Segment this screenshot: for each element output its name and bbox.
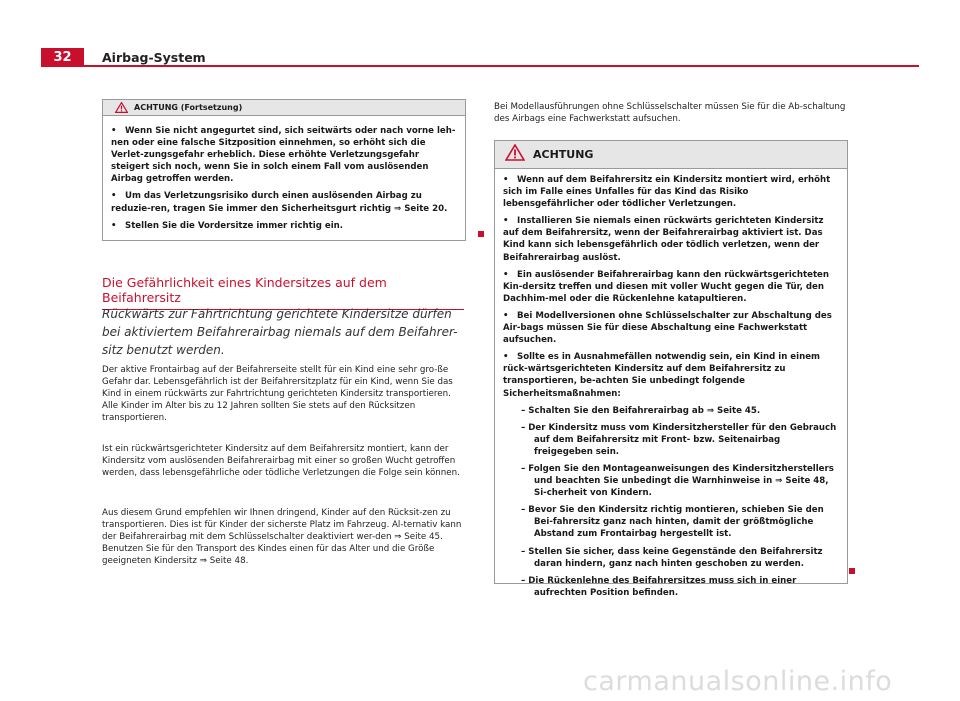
bullet-dot: • <box>111 126 117 136</box>
bullet-dot: • <box>111 220 117 231</box>
warning-dash-item: – Die Rückenlehne des Beifahrersitzes muss sich in einer aufrechten Position befinden. <box>521 575 797 598</box>
warning-bullet <box>111 220 457 232</box>
warning-box-title: ACHTUNG (Fortsetzung) <box>134 103 243 112</box>
bullet-dot: • <box>503 269 509 280</box>
bullet-dot: • <box>503 175 509 185</box>
warning-dash-text: Schalten Sie den Beifahrerairbag ab ⇒ Seite 45. <box>528 405 761 416</box>
warning-triangle-icon <box>115 98 128 117</box>
warning-triangle-icon <box>505 144 525 165</box>
warning-bullet-text: Bei Modellversionen ohne Schlüsselschalter zur Abschaltung des Air-bags müssen Sie für diese Abschaltung eine Fachwerkstatt aufsuchen. <box>503 310 832 346</box>
warning-bullet-text: Wenn Sie nicht angegurtet sind, sich seitwärts oder nach vorne leh-nen oder eine falsche Sitzposition einnehmen, so erhöht sich die Verlet-zungsgefahr erheblich. Diese erhöhte Verletzungsgefahr steigert sich noch, wenn Sie in solch einem Fall vom auslösenden Airbag getroffen werden. <box>111 126 456 185</box>
article-paragraph: Aus diesem Grund empfehlen wir Ihnen dringend, Kinder auf den Rücksit-zen zu transportieren. Dies ist für Kinder der sicherste Platz im Fahrzeug. Al-ternativ kann der Beifahrerairbag mit dem Schlüsselschalter deaktiviert wer-den ⇒ Seite 45. Benutzen Sie für den Transport des Kindes einen für das Alter und die Größe geeigneten Kindersitz ⇒ Seite 48. <box>102 508 462 567</box>
warning-bullet-text: Wenn auf dem Beifahrersitz ein Kindersitz montiert wird, erhöht sich im Falle eines Unfalles für das Kind das Risiko lebensgefährlicher oder tödlicher Verletzungen. <box>503 175 831 210</box>
warning-dash-item: – Schalten Sie den Beifahrerairbag ab ⇒ Seite 45. <box>521 405 761 416</box>
warning-bullet <box>503 351 841 399</box>
bullet-dot: • <box>503 216 509 227</box>
warning-bullet-text: Installieren Sie niemals einen rückwärts gerichteten Kindersitz auf dem Beifahrersitz, wenn der Beifahrerairbag aktiviert ist. Das Kind kann sich lebensgefährlich oder tödlich verletzen, wenn der Beifahrerairbag auslöst. <box>503 216 824 263</box>
article-paragraph-right: Bei Modellausführungen ohne Schlüsselschalter müssen Sie für die Ab-schaltung des Airbags eine Fachwerkstatt aufsuchen. <box>494 102 846 125</box>
article-paragraph: Der aktive Frontairbag auf der Beifahrerseite stellt für ein Kind eine sehr gro-ße Gefahr dar. Lebensgefährlich ist der Beifahrersitzplatz für ein Kind, wenn Sie das Kind in einem rückwärts zur Fahrtrichtung gerichteten Kindersitz transportieren. Alle Kinder im Alter bis zu 12 Jahren sollten Sie stets auf den Rücksitzen transportieren. <box>102 365 453 424</box>
warning-dash-text: Bevor Sie den Kindersitz richtig montieren, schieben Sie den Bei-fahrersitz ganz nach hinten, damit der größtmögliche Abstand zum Frontairbag hergestellt ist. <box>528 505 824 540</box>
end-square-marker <box>478 231 484 237</box>
warning-box <box>494 140 848 598</box>
warning-bullet <box>503 215 841 263</box>
warning-dash-item: – Folgen Sie den Montageanweisungen des Kindersitzherstellers und beachten Sie unbedingt die Warnhinweise in ⇒ Seite 48, Si-cherheit von Kindern. <box>521 463 834 499</box>
warning-box-header <box>103 100 465 116</box>
warning-dash-item: – Stellen Sie sicher, dass keine Gegenstände den Beifahrersitz daran hindern, ganz nach hinten geschoben zu werden. <box>521 546 823 569</box>
warning-dash-text: Der Kindersitz muss vom Kindersitzhersteller für den Gebrauch auf dem Beifahrersitz mit Front- bzw. Seitenairbag freigegeben sein. <box>528 422 837 457</box>
end-square-marker <box>849 568 855 574</box>
warning-dash-item: – Bevor Sie den Kindersitz richtig montieren, schieben Sie den Bei-fahrersitz ganz nach hinten, damit der größtmögliche Abstand zum Frontairbag hergestellt ist. <box>521 505 824 540</box>
bullet-dot: • <box>111 191 117 202</box>
warning-bullet <box>503 310 841 346</box>
warning-bullet-text: Stellen Sie die Vordersitze immer richtig ein. <box>125 220 344 231</box>
warning-dash-text: Stellen Sie sicher, dass keine Gegenstände den Beifahrersitz daran hindern, ganz nach hinten geschoben zu werden. <box>528 546 823 569</box>
article-subheading: Rückwärts zur Fahrtrichtung gerichtete Kindersitze dürfen bei aktiviertem Beifahrerairbag niemals auf dem Beifahrer-sitz benutzt werden. <box>102 307 458 357</box>
warning-box-continued <box>102 99 466 241</box>
section-title: Airbag-System <box>102 50 206 65</box>
article-paragraph: Ist ein rückwärtsgerichteter Kindersitz auf dem Beifahrersitz montiert, kann der Kindersitz vom auslösenden Beifahrerairbag mit einer so großen Wucht getroffen werden, dass lebensgefährliche oder tödliche Verletzungen die Folge sein können. <box>102 444 460 479</box>
warning-box-title: ACHTUNG <box>533 148 594 161</box>
bullet-dot: • <box>503 352 509 363</box>
warning-dash-item: – Der Kindersitz muss vom Kindersitzhersteller für den Gebrauch auf dem Beifahrersitz mit Front- bzw. Seitenairbag freigegeben sein. <box>521 422 837 457</box>
warning-dash-text: Folgen Sie den Montageanweisungen des Kindersitzherstellers und beachten Sie unbedingt die Warnhinweise in ⇒ Seite 48, Si-cherheit von Kindern. <box>528 463 834 499</box>
article-heading: Die Gefährlichkeit eines Kindersitzes auf dem Beifahrersitz <box>102 275 464 310</box>
watermark: carmanualsonline.info <box>583 666 893 697</box>
header-rule <box>41 65 919 67</box>
warning-box-header <box>495 141 847 169</box>
warning-bullet-text: Sollte es in Ausnahmefällen notwendig sein, ein Kind in einem rück-wärtsgerichteten Kindersitz auf dem Beifahrersitz zu transportieren, be-achten Sie unbedingt folgende Sicherheitsmaßnahmen: <box>503 352 820 399</box>
warning-dash-text: Die Rückenlehne des Beifahrersitzes muss sich in einer aufrechten Position befinden. <box>528 575 797 598</box>
warning-bullet <box>503 269 841 305</box>
page-number: 32 <box>41 48 84 67</box>
warning-bullet-text: Ein auslösender Beifahrerairbag kann den rückwärtsgerichteten Kin-dersitz treffen und diesen mit voller Wucht gegen die Tür, den Dachhim-mel oder die Rückenlehne katapultieren. <box>503 269 830 304</box>
warning-bullet-text: Um das Verletzungsrisiko durch einen auslösenden Airbag zu reduzie-ren, tragen Sie immer den Sicherheitsgurt richtig ⇒ Seite 20. <box>111 191 448 214</box>
warning-bullet <box>503 174 841 210</box>
warning-bullet <box>111 125 457 185</box>
bullet-dot: • <box>503 310 509 321</box>
warning-bullet <box>111 190 457 214</box>
